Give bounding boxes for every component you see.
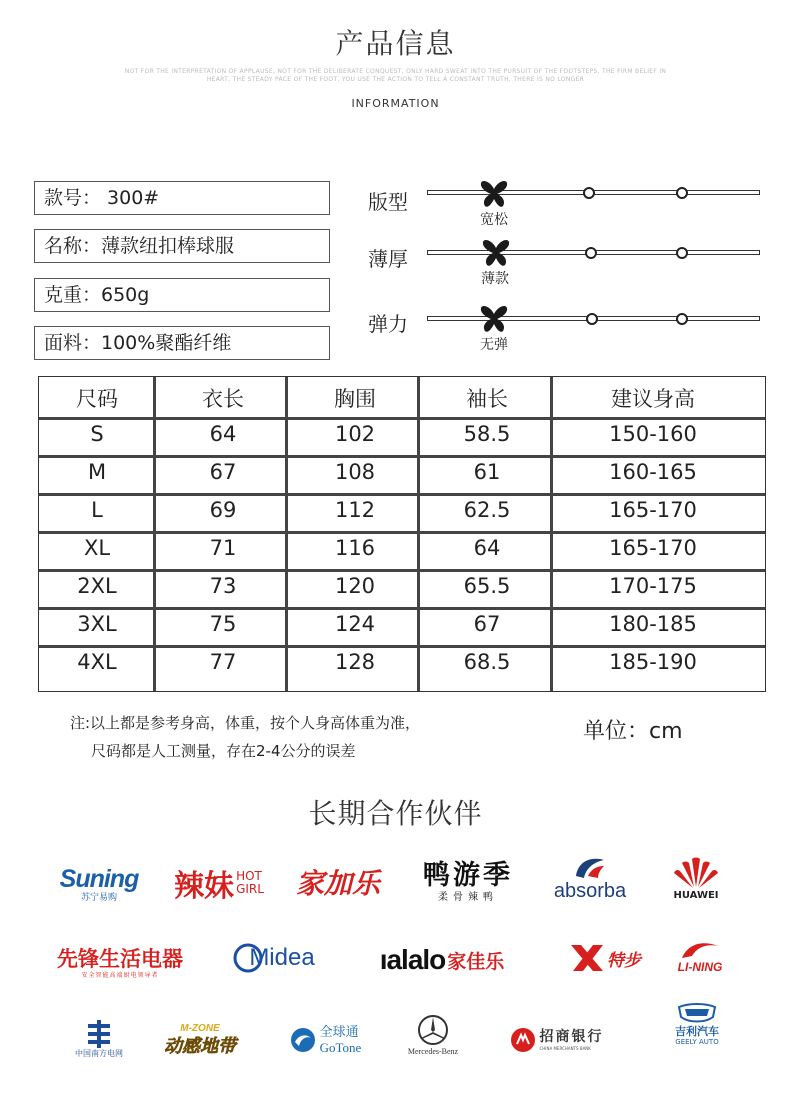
csg-logo: [66, 1018, 132, 1062]
gotone-logo-cn: 全球通: [319, 1025, 359, 1040]
table-cell-height: 150-160: [609, 422, 697, 446]
table-cell-height: 185-190: [609, 650, 697, 674]
note-line-2: 尺码都是人工测量，存在2-4公分的误差: [91, 742, 356, 760]
midea-logo: [222, 936, 326, 980]
xtep-x-icon: [569, 943, 605, 973]
table-cell-sleeve: 62.5: [463, 498, 511, 522]
xtep-logo: [564, 940, 646, 976]
scale-knob-high: [676, 247, 688, 259]
benz-logo: [400, 1012, 466, 1060]
jiajiale-logo-text: 家加乐: [295, 867, 380, 900]
cmb-logo-cn: 招商银行: [539, 1028, 604, 1045]
scale-label-thickness: 薄厚: [368, 247, 408, 271]
cmb-emblem-icon: [509, 1026, 537, 1054]
table-cell-length: 67: [209, 460, 237, 484]
lamei-logo-en: [236, 870, 264, 896]
table-cell-length: 69: [209, 498, 237, 522]
geely-logo-cn: 吉利汽车: [675, 1025, 719, 1038]
table-cell-size: S: [90, 422, 104, 446]
mzone-logo-text: 动感地带: [164, 1036, 236, 1057]
lining-logo-text: LI-NING: [677, 960, 723, 974]
lining-swoosh-icon: [678, 940, 722, 960]
scale-value-elasticity: 无弹: [480, 337, 508, 353]
table-cell-chest: 108: [334, 460, 376, 484]
jiajiale-logo: [286, 862, 390, 902]
spec-weight: 克重：650g: [34, 278, 330, 312]
xtep-logo-text: 特步: [607, 950, 641, 971]
table-cell-chest: 112: [334, 498, 376, 522]
table-cell-size: XL: [83, 536, 111, 560]
geely-logo-en: GEELY AUTO: [675, 1038, 719, 1046]
table-cell-sleeve: 64: [473, 536, 501, 560]
size-table: [38, 376, 766, 692]
gotone-logo: [280, 1020, 370, 1060]
absorba-logo: [546, 850, 634, 906]
table-cell-size: L: [91, 498, 103, 522]
mzone-logo-en: M-ZONE: [180, 1023, 220, 1034]
lamei-logo: [174, 862, 264, 904]
scale-knob-mid: [583, 187, 595, 199]
table-header-sleeve: 袖长: [466, 387, 508, 411]
table-cell-length: 75: [209, 612, 237, 636]
table-cell-height: 165-170: [609, 536, 697, 560]
table-cell-sleeve: 58.5: [463, 422, 511, 446]
table-divider: [39, 455, 765, 458]
scale-label-fit: 版型: [368, 190, 408, 214]
csg-emblem-icon: [86, 1020, 112, 1048]
huawei-petals-icon: [672, 855, 720, 889]
geely-shield-icon: [677, 1003, 717, 1025]
slogan-line-2: HEART, THE STEADY PACE OF THE FOOT, YOU USE THE ACTION TO TELL A CONSTANT TRUTH, THERE IS NO LONGER: [206, 76, 585, 83]
spec-fabric: 面料：100%聚酯纤维: [34, 326, 330, 360]
lamei-logo-text: 辣妹: [174, 869, 235, 904]
table-cell-chest: 116: [334, 536, 376, 560]
table-cell-height: 170-175: [609, 574, 697, 598]
yayouji-logo: [416, 858, 520, 906]
midea-logo-text: Midea: [249, 944, 315, 971]
partners-title: 长期合作伙伴: [308, 797, 483, 830]
table-cell-chest: 120: [334, 574, 376, 598]
cmb-logo-en: CHINA MERCHANTS BANK: [539, 1045, 591, 1051]
table-cell-sleeve: 65.5: [463, 574, 511, 598]
csg-logo-text: 中国南方电网: [75, 1049, 123, 1058]
table-cell-size: 2XL: [77, 574, 117, 598]
table-cell-height: 160-165: [609, 460, 697, 484]
absorba-logo-text: absorba: [553, 880, 627, 902]
spec-style-number: 款号： 300#: [34, 181, 330, 215]
table-cell-chest: 102: [334, 422, 376, 446]
jiajiale-appliance-logo-en: ıalalo: [379, 944, 446, 975]
section-subtitle: INFORMATION: [351, 97, 440, 110]
lining-logo: [666, 938, 734, 976]
table-cell-size: M: [87, 460, 107, 484]
table-cell-sleeve: 68.5: [463, 650, 511, 674]
table-divider: [39, 493, 765, 496]
scale-knob-mid: [585, 247, 597, 259]
mzone-logo: [160, 1016, 240, 1066]
geely-logo: [664, 1000, 730, 1050]
scale-label-elasticity: 弹力: [368, 312, 408, 336]
table-header-chest: 胸围: [334, 387, 376, 411]
slogan-text: [120, 68, 671, 84]
cmb-logo: [502, 1022, 610, 1058]
slogan-line-1: NOT FOR THE INTERPRETATION OF APPLAUSE, NOT FOR THE DELIBERATE CONQUEST, ONLY HARD SWEAT INTO THE PURSUIT OF THE FOOTSTEPS, THE FIRM BELIEF IN: [124, 68, 667, 75]
gotone-globe-icon: [289, 1026, 317, 1054]
unit-label: 单位：cm: [583, 719, 683, 744]
table-cell-sleeve: 67: [473, 612, 501, 636]
scale-knob-high: [676, 313, 688, 325]
page-title: 产品信息: [335, 27, 456, 60]
butterfly-marker-icon: [479, 304, 509, 334]
table-cell-length: 71: [209, 536, 237, 560]
jiajiale-appliance-logo: [362, 942, 522, 978]
gotone-logo-en: GoTone: [319, 1040, 362, 1055]
table-header-height: 建议身高: [611, 387, 695, 411]
yayouji-logo-subtext: 柔骨辣鸭: [438, 892, 498, 903]
gotone-logo-texts: [320, 1025, 362, 1055]
scale-knob-mid: [586, 313, 598, 325]
table-header-size: 尺码: [76, 387, 118, 411]
huawei-logo: [664, 852, 728, 906]
table-divider: [39, 607, 765, 610]
jiajiale-appliance-logo-cn: 家佳乐: [447, 950, 505, 973]
table-divider: [39, 531, 765, 534]
absorba-emblem-icon: [572, 854, 608, 880]
table-cell-chest: 124: [334, 612, 376, 636]
table-cell-height: 165-170: [609, 498, 697, 522]
benz-star-icon: [417, 1014, 449, 1046]
xianfeng-logo: [54, 944, 186, 982]
spec-name: 名称：薄款纽扣棒球服: [34, 229, 330, 263]
scale-value-thickness: 薄款: [481, 271, 509, 287]
lamei-logo-en-2: GIRL: [236, 882, 264, 896]
table-cell-sleeve: 61: [473, 460, 501, 484]
table-divider: [39, 417, 765, 420]
scale-value-fit: 宽松: [480, 212, 508, 228]
table-header-length: 衣长: [202, 387, 244, 411]
note-line-1: 注:以上都是参考身高，体重，按个人身高体重为准，: [70, 714, 421, 732]
cmb-logo-texts: [540, 1029, 604, 1052]
table-divider: [39, 645, 765, 648]
lamei-logo-en-1: HOT: [236, 869, 262, 883]
table-cell-chest: 128: [334, 650, 376, 674]
table-cell-length: 77: [209, 650, 237, 674]
suning-logo-subtext: 苏宁易购: [80, 893, 117, 903]
table-cell-length: 64: [209, 422, 237, 446]
xianfeng-logo-text: 先锋生活电器: [57, 946, 183, 971]
table-cell-size: 3XL: [77, 612, 117, 636]
table-cell-length: 73: [209, 574, 237, 598]
suning-logo-text: Suning: [59, 865, 139, 893]
xianfeng-logo-subtext: 安全智能高端厨电领导者: [81, 971, 159, 979]
benz-logo-text: Mercedes-Benz: [407, 1047, 459, 1056]
suning-logo: [52, 864, 146, 906]
butterfly-marker-icon: [481, 238, 511, 268]
scale-knob-high: [676, 187, 688, 199]
table-cell-height: 180-185: [609, 612, 697, 636]
yayouji-logo-text: 鸭游季: [423, 860, 513, 891]
table-cell-size: 4XL: [77, 650, 117, 674]
table-divider: [39, 569, 765, 572]
butterfly-marker-icon: [479, 179, 509, 209]
huawei-logo-text: HUAWEI: [673, 890, 719, 901]
